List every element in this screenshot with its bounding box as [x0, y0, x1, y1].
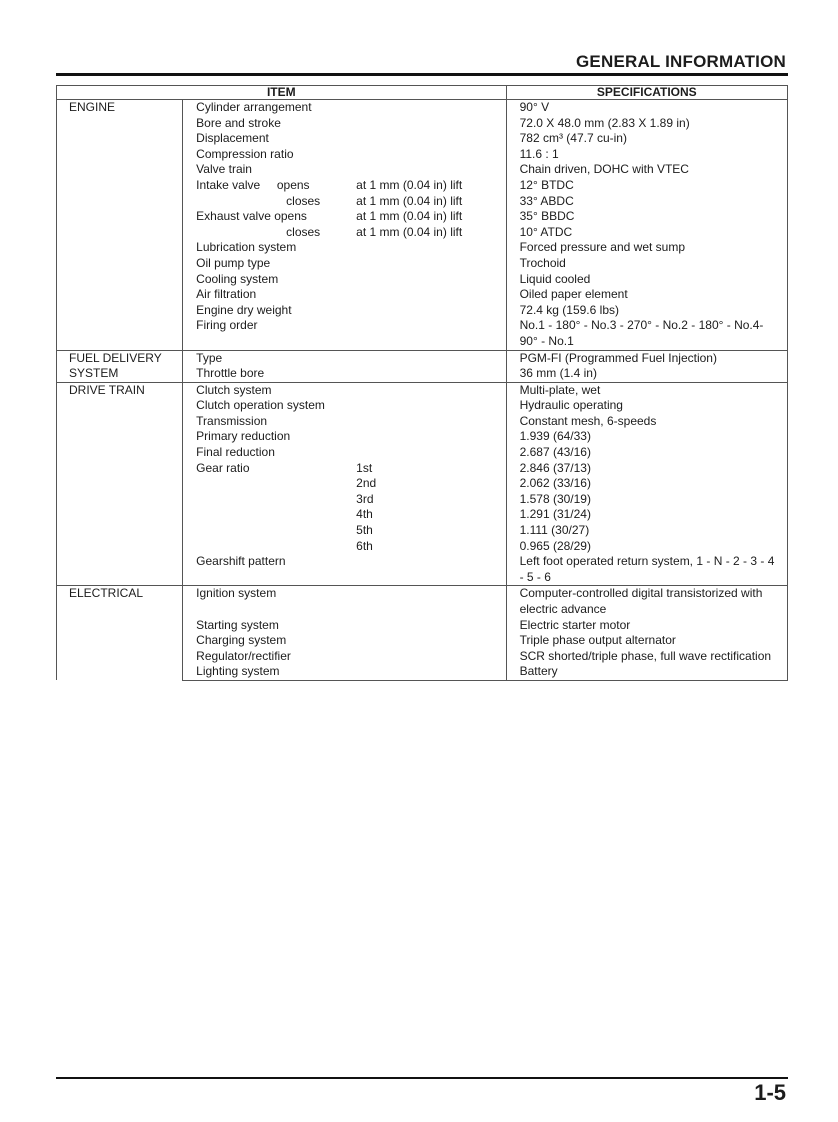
spec-value: Constant mesh, 6-speeds [506, 414, 787, 430]
item-label: Gear ratio [196, 460, 250, 475]
gear-label: 4th [356, 507, 373, 522]
item-cell [183, 554, 506, 586]
item-label: Firing order [196, 318, 258, 333]
item-cell [183, 649, 506, 665]
spec-value: 1.111 (30/27) [506, 523, 787, 539]
condition-label: at 1 mm (0.04 in) lift [356, 177, 463, 192]
spec-value: 10° ATDC [506, 225, 787, 241]
item-cell [183, 256, 506, 272]
spec-value: Multi-plate, wet [506, 382, 787, 398]
gear-label: 1st [356, 460, 373, 475]
item-cell [183, 162, 506, 178]
spec-value: 11.6 : 1 [506, 147, 787, 163]
spec-value: Computer-controlled digital transistorized with electric advance [506, 586, 787, 618]
spec-value: 90° V [506, 100, 787, 116]
item-cell [183, 303, 506, 319]
gear-label: 6th [356, 538, 373, 553]
item-label: Clutch operation system [196, 398, 325, 413]
spec-value: Chain driven, DOHC with VTEC [506, 162, 787, 178]
spec-value: Electric starter motor [506, 618, 787, 634]
item-cell [183, 147, 506, 163]
item-column-header: ITEM [57, 86, 507, 100]
item-label: Displacement [196, 131, 269, 146]
table-row [57, 586, 788, 618]
condition-label: at 1 mm (0.04 in) lift [356, 193, 463, 208]
spec-value: Hydraulic operating [506, 398, 787, 414]
table-header-row [57, 86, 788, 100]
item-label: Regulator/rectifier [196, 648, 291, 663]
item-label: Intake valve opens [196, 177, 310, 192]
item-cell [183, 445, 506, 461]
item-cell [183, 429, 506, 445]
gear-label: 3rd [356, 491, 374, 506]
specifications-table [56, 85, 788, 681]
spec-value: 0.965 (28/29) [506, 539, 787, 555]
system-label: FUEL DELIVERY SYSTEM [57, 350, 183, 382]
spec-value: Trochoid [506, 256, 787, 272]
footer-rule [56, 1077, 788, 1079]
table-row [57, 350, 788, 366]
item-cell [183, 492, 506, 508]
item-cell [183, 178, 506, 194]
spec-value: Left foot operated return system, 1 - N - 2 - 3 - 4 - 5 - 6 [506, 554, 787, 586]
spec-value: 12° BTDC [506, 178, 787, 194]
spec-value: 2.062 (33/16) [506, 476, 787, 492]
item-label: Lubrication system [196, 240, 297, 255]
item-label: closes [286, 193, 321, 208]
item-cell [183, 398, 506, 414]
item-label: Type [196, 350, 223, 365]
spec-value: 1.939 (64/33) [506, 429, 787, 445]
item-cell [183, 523, 506, 539]
system-label: DRIVE TRAIN [57, 382, 183, 586]
item-cell [183, 618, 506, 634]
spec-value: 72.4 kg (159.6 lbs) [506, 303, 787, 319]
item-label: Starting system [196, 617, 279, 632]
item-cell [183, 272, 506, 288]
item-label: Compression ratio [196, 146, 294, 161]
item-cell [183, 240, 506, 256]
spec-value: 1.291 (31/24) [506, 507, 787, 523]
item-cell [183, 664, 506, 680]
item-cell [183, 318, 506, 350]
spec-value: 2.846 (37/13) [506, 461, 787, 477]
item-label: Transmission [196, 413, 268, 428]
item-cell [183, 350, 506, 366]
item-cell [183, 633, 506, 649]
page-number: 1-5 [754, 1080, 786, 1105]
spec-value: 1.578 (30/19) [506, 492, 787, 508]
spec-value: 72.0 X 48.0 mm (2.83 X 1.89 in) [506, 116, 787, 132]
specifications-body [57, 100, 788, 681]
spec-value: 782 cm³ (47.7 cu-in) [506, 131, 787, 147]
item-cell [183, 116, 506, 132]
gear-label: 2nd [356, 476, 377, 491]
spec-value: 33° ABDC [506, 194, 787, 210]
table-row [57, 100, 788, 116]
page-section-title: GENERAL INFORMATION [576, 52, 786, 71]
spec-value: 35° BBDC [506, 209, 787, 225]
item-label: Oil pump type [196, 255, 271, 270]
item-cell [183, 287, 506, 303]
item-cell [183, 461, 506, 477]
item-cell [183, 100, 506, 116]
gear-label: 5th [356, 523, 373, 538]
specifications-column-header: SPECIFICATIONS [506, 86, 787, 100]
table-row [57, 382, 788, 398]
spec-value: Liquid cooled [506, 272, 787, 288]
item-cell [183, 539, 506, 555]
item-label: Final reduction [196, 445, 275, 460]
item-cell [183, 131, 506, 147]
item-label: Air filtration [196, 287, 257, 302]
item-cell [183, 476, 506, 492]
condition-label: at 1 mm (0.04 in) lift [356, 209, 463, 224]
item-cell [183, 507, 506, 523]
item-cell [183, 414, 506, 430]
item-cell [183, 586, 506, 618]
item-label: Throttle bore [196, 366, 265, 381]
item-cell [183, 209, 506, 225]
item-label: Engine dry weight [196, 302, 292, 317]
header-rule [56, 73, 788, 76]
item-label: Lighting system [196, 664, 280, 679]
condition-label: at 1 mm (0.04 in) lift [356, 224, 463, 239]
item-label: Cylinder arrangement [196, 100, 312, 114]
item-cell [183, 194, 506, 210]
item-label: Clutch system [196, 382, 272, 397]
item-label: Exhaust valve opens [196, 209, 307, 224]
spec-value: PGM-FI (Programmed Fuel Injection) [506, 350, 787, 366]
item-cell [183, 366, 506, 382]
item-label: Bore and stroke [196, 115, 281, 130]
system-label: ELECTRICAL [57, 586, 183, 681]
item-label: Cooling system [196, 271, 279, 286]
item-cell [183, 225, 506, 241]
item-label: Gearshift pattern [196, 554, 286, 569]
system-label: ENGINE [57, 100, 183, 351]
item-label: Primary reduction [196, 429, 291, 444]
spec-value: SCR shorted/triple phase, full wave rectification [506, 649, 787, 665]
spec-value: No.1 - 180° - No.3 - 270° - No.2 - 180° - No.4-90° - No.1 [506, 318, 787, 350]
spec-value: Oiled paper element [506, 287, 787, 303]
spec-value: 2.687 (43/16) [506, 445, 787, 461]
item-label: closes [286, 224, 321, 239]
item-label: Ignition system [196, 586, 277, 601]
item-label: Charging system [196, 633, 287, 648]
spec-value: 36 mm (1.4 in) [506, 366, 787, 382]
item-cell [183, 382, 506, 398]
item-label: Valve train [196, 162, 252, 177]
spec-value: Forced pressure and wet sump [506, 240, 787, 256]
spec-value: Battery [506, 664, 787, 680]
spec-value: Triple phase output alternator [506, 633, 787, 649]
